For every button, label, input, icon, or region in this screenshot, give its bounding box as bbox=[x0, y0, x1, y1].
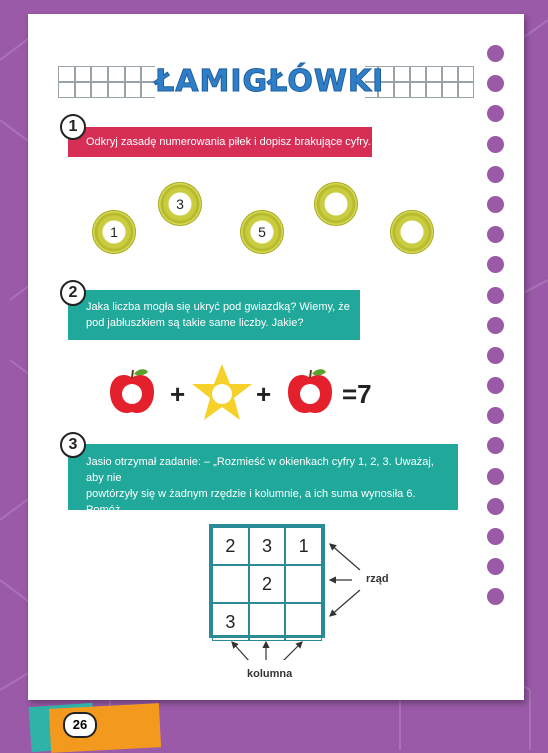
plus-sign-2: + bbox=[256, 379, 272, 409]
column-label: kolumna bbox=[247, 668, 293, 680]
task3-line2: powtórzyły się w żadnym rzędzie i kolumnie, a ich suma wynosiła 6. Pomóż bbox=[86, 488, 416, 516]
task2-line2: pod jabłuszkiem są takie same liczby. Jakie? bbox=[86, 317, 304, 329]
tennis-ball-1 bbox=[92, 210, 136, 254]
task2-instruction bbox=[68, 290, 360, 340]
apple-icon bbox=[106, 366, 158, 418]
task3-number: 3 bbox=[60, 432, 86, 458]
grid-cell: 3 bbox=[249, 527, 286, 565]
grid-cell: 2 bbox=[249, 565, 286, 603]
row-label: rząd bbox=[366, 573, 389, 585]
grid-cell: 1 bbox=[285, 527, 322, 565]
ball-number bbox=[390, 210, 434, 254]
tennis-ball-2 bbox=[158, 182, 202, 226]
grid-cell: 2 bbox=[212, 527, 249, 565]
tennis-ball-5[interactable] bbox=[390, 210, 434, 254]
ball-number bbox=[314, 182, 358, 226]
task2-number: 2 bbox=[60, 280, 86, 306]
apple-icon bbox=[284, 366, 336, 418]
tennis-ball-3 bbox=[240, 210, 284, 254]
notebook-holes bbox=[487, 45, 507, 619]
task1-instruction: Odkryj zasadę numerowania piłek i dopisz brakujące cyfry. bbox=[68, 127, 372, 157]
tennis-ball-4[interactable] bbox=[314, 182, 358, 226]
grid-cell: 3 bbox=[212, 603, 249, 641]
ball-number: 5 bbox=[258, 224, 266, 240]
page-number: 26 bbox=[63, 712, 97, 738]
arrows bbox=[210, 530, 370, 660]
task3-instruction bbox=[68, 444, 458, 532]
star-icon bbox=[190, 362, 254, 424]
task1-number: 1 bbox=[60, 114, 86, 140]
task3-line1: Jasio otrzymał zadanie: – „Rozmieść w okienkach cyfry 1, 2, 3. Uważaj, aby nie bbox=[86, 456, 434, 484]
page-title: ŁAMIGŁÓWKI bbox=[155, 62, 365, 102]
plus-sign-1: + bbox=[170, 379, 186, 409]
title-grid-left bbox=[58, 66, 158, 98]
equals-seven: =7 bbox=[342, 379, 372, 409]
task2-line1: Jaka liczba mogła się ukryć pod gwiazdką? Wiemy, że bbox=[86, 301, 350, 313]
task3-line3: Jasiowi dokończyć zadanie. bbox=[86, 520, 222, 532]
ball-number: 3 bbox=[176, 196, 184, 212]
ball-number: 1 bbox=[110, 224, 118, 240]
